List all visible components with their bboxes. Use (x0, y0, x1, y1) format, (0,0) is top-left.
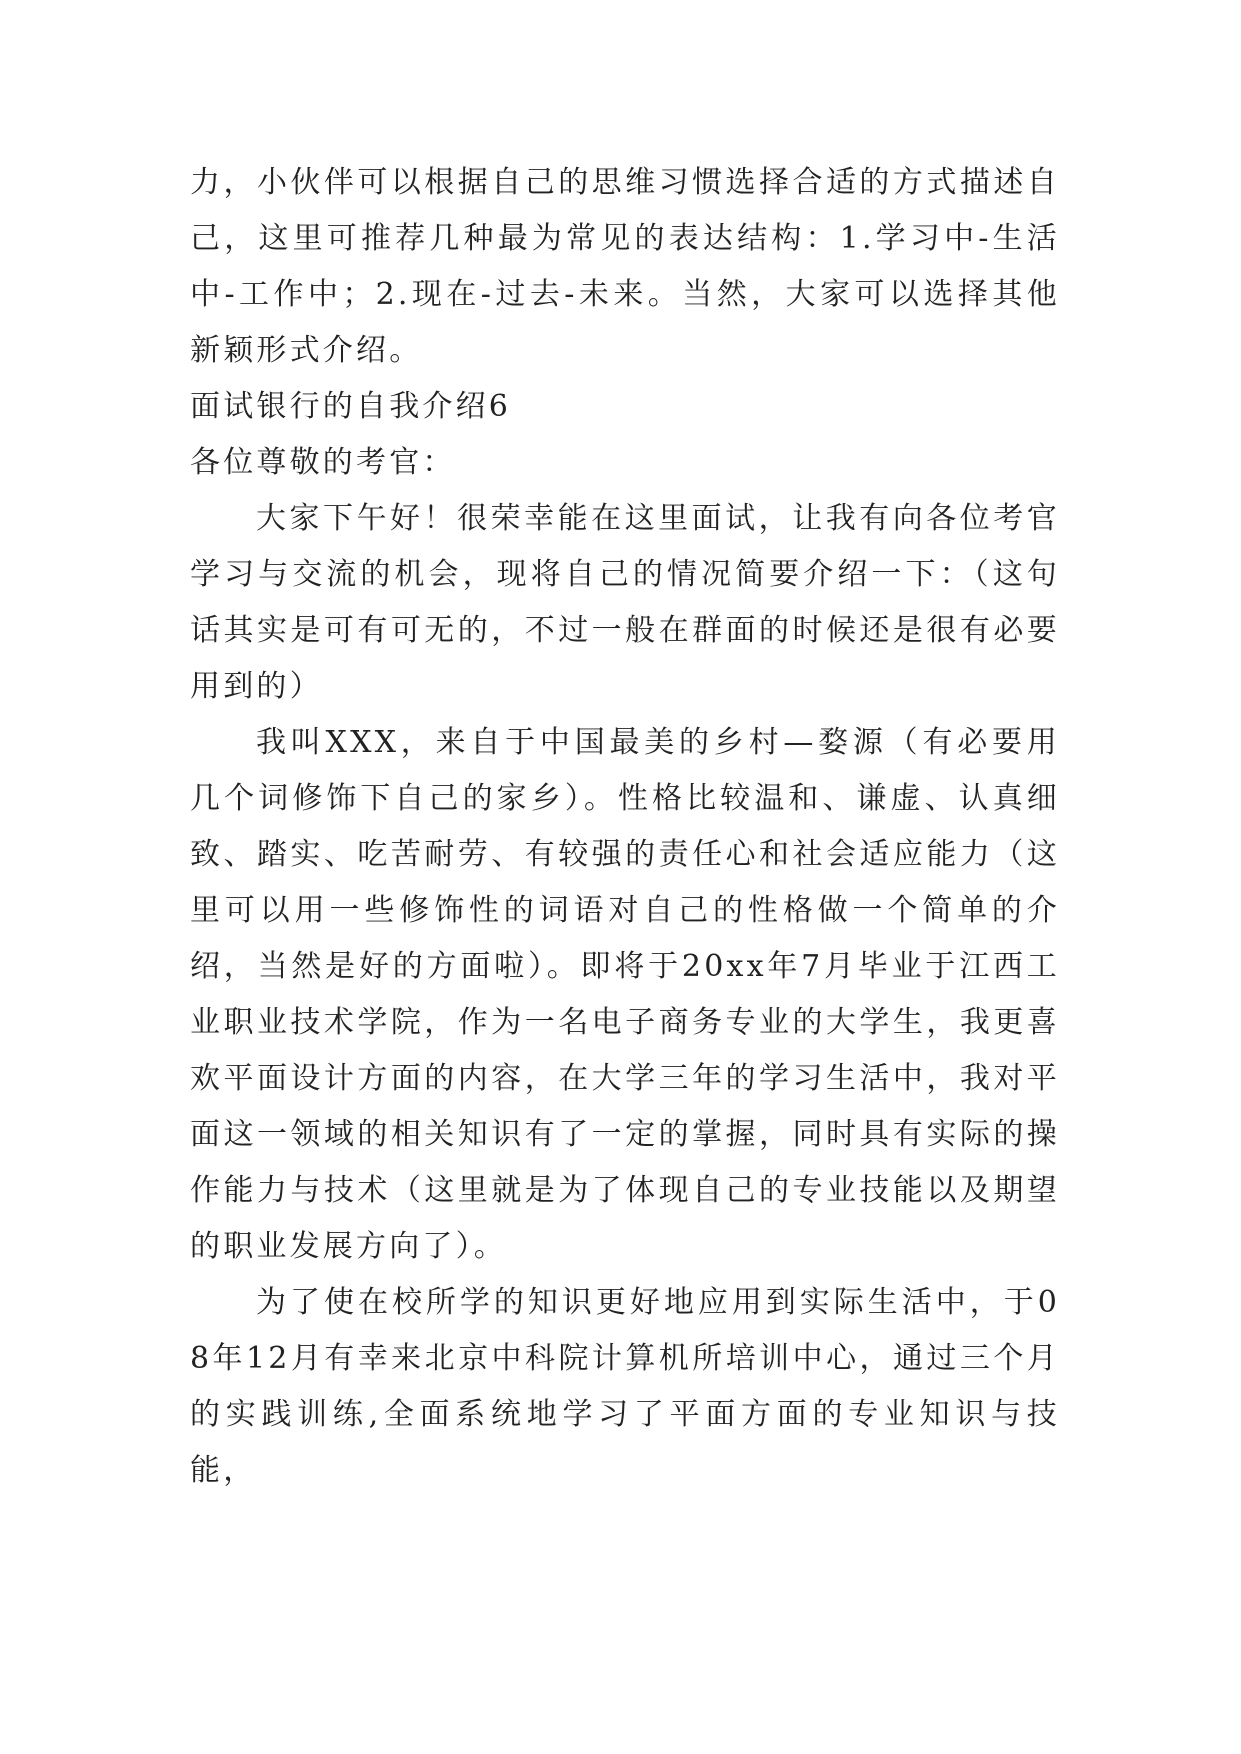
salutation: 各位尊敬的考官： (190, 445, 456, 480)
body-paragraph-2: 我叫XXX，来自于中国最美的乡村—婺源（有必要用几个词修饰下自己的家乡）。性格比较温和、谦虚、认真细致、踏实、吃苦耐劳、有较强的责任心和社会适应能力（这里可以用一些修饰性的词语对自己的性格做一个简单的介绍，当然是好的方面啦）。即将于20xx年7月毕业于江西工业职业技术学院，作为一名电子商务专业的大学生，我更喜欢平面设计方面的内容，在大学三年的学习生活中，我对平面这一领域的相关知识有了一定的掌握，同时具有实际的操作能力与技术（这里就是为了体现自己的专业技能以及期望的职业发展方向了）。 (190, 725, 1060, 1264)
section-title: 面试银行的自我介绍6 (190, 389, 512, 424)
body-paragraph-1: 大家下午好！很荣幸能在这里面试，让我有向各位考官学习与交流的机会，现将自己的情况简要介绍一下：（这句话其实是可有可无的，不过一般在群面的时候还是很有必要用到的） (190, 501, 1060, 704)
document-body (190, 155, 1060, 1499)
intro-paragraph: 力，小伙伴可以根据自己的思维习惯选择合适的方式描述自己，这里可推荐几种最为常见的表达结构：1.学习中-生活中-工作中；2.现在-过去-未来。当然，大家可以选择其他新颖形式介绍。 (190, 165, 1060, 368)
body-paragraph-3: 为了使在校所学的知识更好地应用到实际生活中，于08年12月有幸来北京中科院计算机所培训中心，通过三个月的实践训练,全面系统地学习了平面方面的专业知识与技能， (190, 1285, 1060, 1488)
